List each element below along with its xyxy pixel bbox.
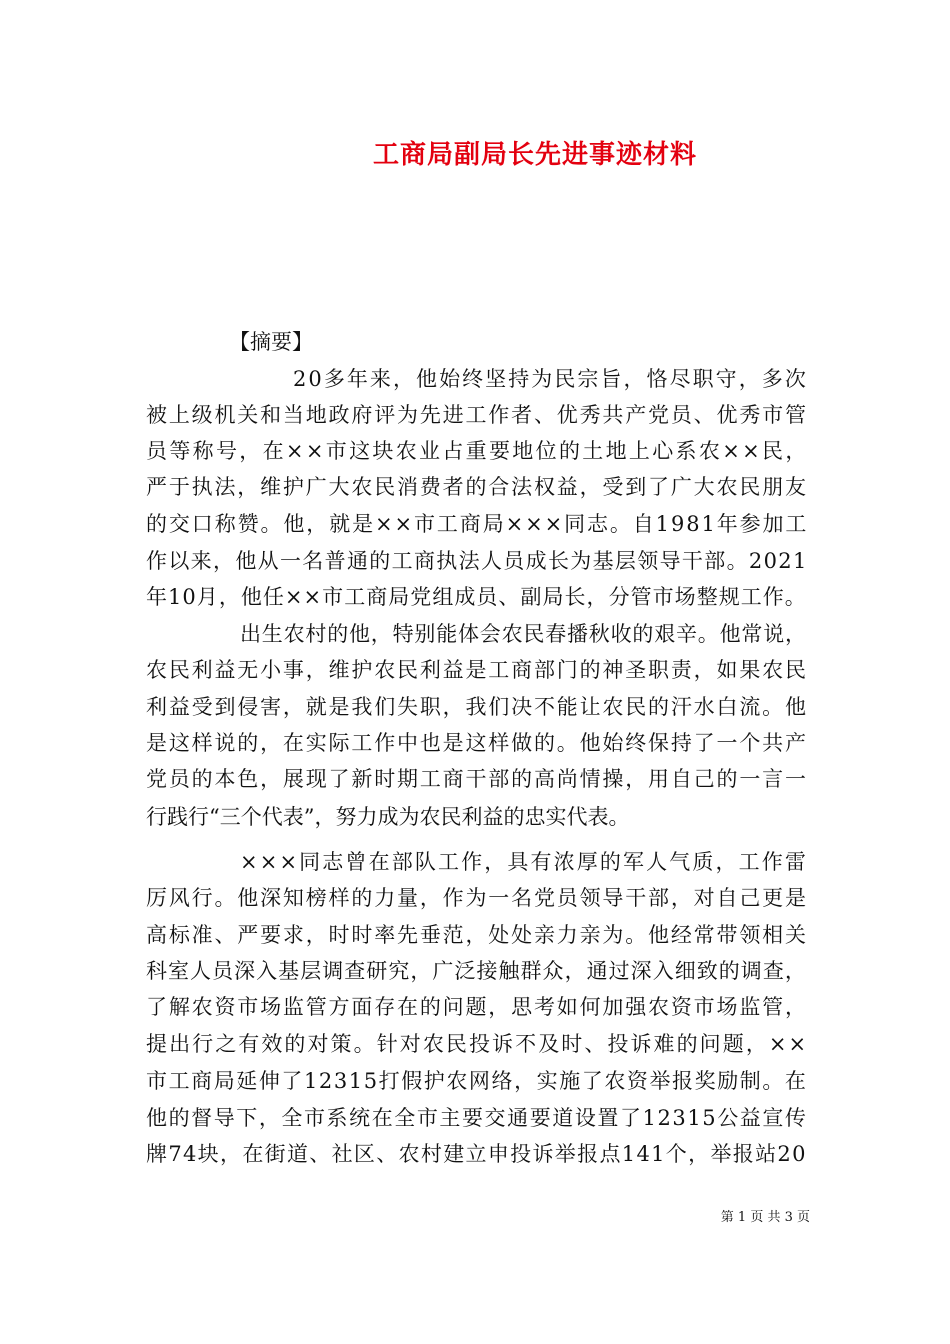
text-line: 了解农资市场监管方面存在的问题，思考如何加强农资市场监管， (146, 995, 808, 1019)
text-line: 他的督导下，全市系统在全市主要交通要道设置了12315公益宣传 (146, 1106, 808, 1130)
section-label: 【摘要】 (229, 330, 313, 354)
text-line: 是这样说的，在实际工作中也是这样做的。他始终保持了一个共产 (146, 731, 808, 755)
text-line: 的交口称赞。他，就是××市工商局×××同志。自1981年参加工 (146, 512, 809, 536)
text-line: 年10月，他任××市工商局党组成员、副局长，分管市场整规工作。 (146, 585, 807, 609)
text-line: 员等称号，在××市这块农业占重要地位的土地上心系农××民， (146, 439, 809, 463)
text-line: 提出行之有效的对策。针对农民投诉不及时、投诉难的问题，×× (146, 1032, 809, 1056)
text-line: 严于执法，维护广大农民消费者的合法权益，受到了广大农民朋友 (146, 475, 808, 499)
text-line: 利益受到侵害，就是我们失职，我们决不能让农民的汗水白流。他 (146, 695, 808, 719)
text-line: 党员的本色，展现了新时期工商干部的高尚情操，用自己的一言一 (146, 767, 808, 791)
text-line: 出生农村的他，特别能体会农民春播秋收的艰辛。他常说， (240, 622, 807, 646)
text-line: 厉风行。他深知榜样的力量，作为一名党员领导干部，对自己更是 (146, 886, 808, 910)
text-line: ×××同志曾在部队工作，具有浓厚的军人气质，工作雷 (240, 850, 809, 874)
text-line: 行践行“三个代表”，努力成为农民利益的忠实代表。 (146, 805, 630, 829)
text-line: 科室人员深入基层调查研究，广泛接触群众，通过深入细致的调查， (146, 959, 807, 983)
text-line: 被上级机关和当地政府评为先进工作者、优秀共产党员、优秀市管 (146, 403, 808, 427)
document-title: 工商局副局长先进事迹材料 (372, 140, 697, 170)
page-footer: 第 1 页 共 3 页 (720, 1210, 810, 1225)
text-line: 作以来，他从一名普通的工商执法人员成长为基层领导干部。2021 (146, 549, 808, 573)
text-line: 市工商局延伸了12315打假护农网络，实施了农资举报奖励制。在 (146, 1069, 808, 1093)
text-line: 高标准、严要求，时时率先垂范，处处亲力亲为。他经常带领相关 (146, 923, 808, 947)
text-line: 牌74块，在街道、社区、农村建立申投诉举报点141个，举报站20 (146, 1142, 807, 1166)
text-line: 农民利益无小事，维护农民利益是工商部门的神圣职责，如果农民 (146, 658, 808, 682)
text-line: 20多年来，他始终坚持为民宗旨，恪尽职守，多次 (293, 367, 808, 391)
